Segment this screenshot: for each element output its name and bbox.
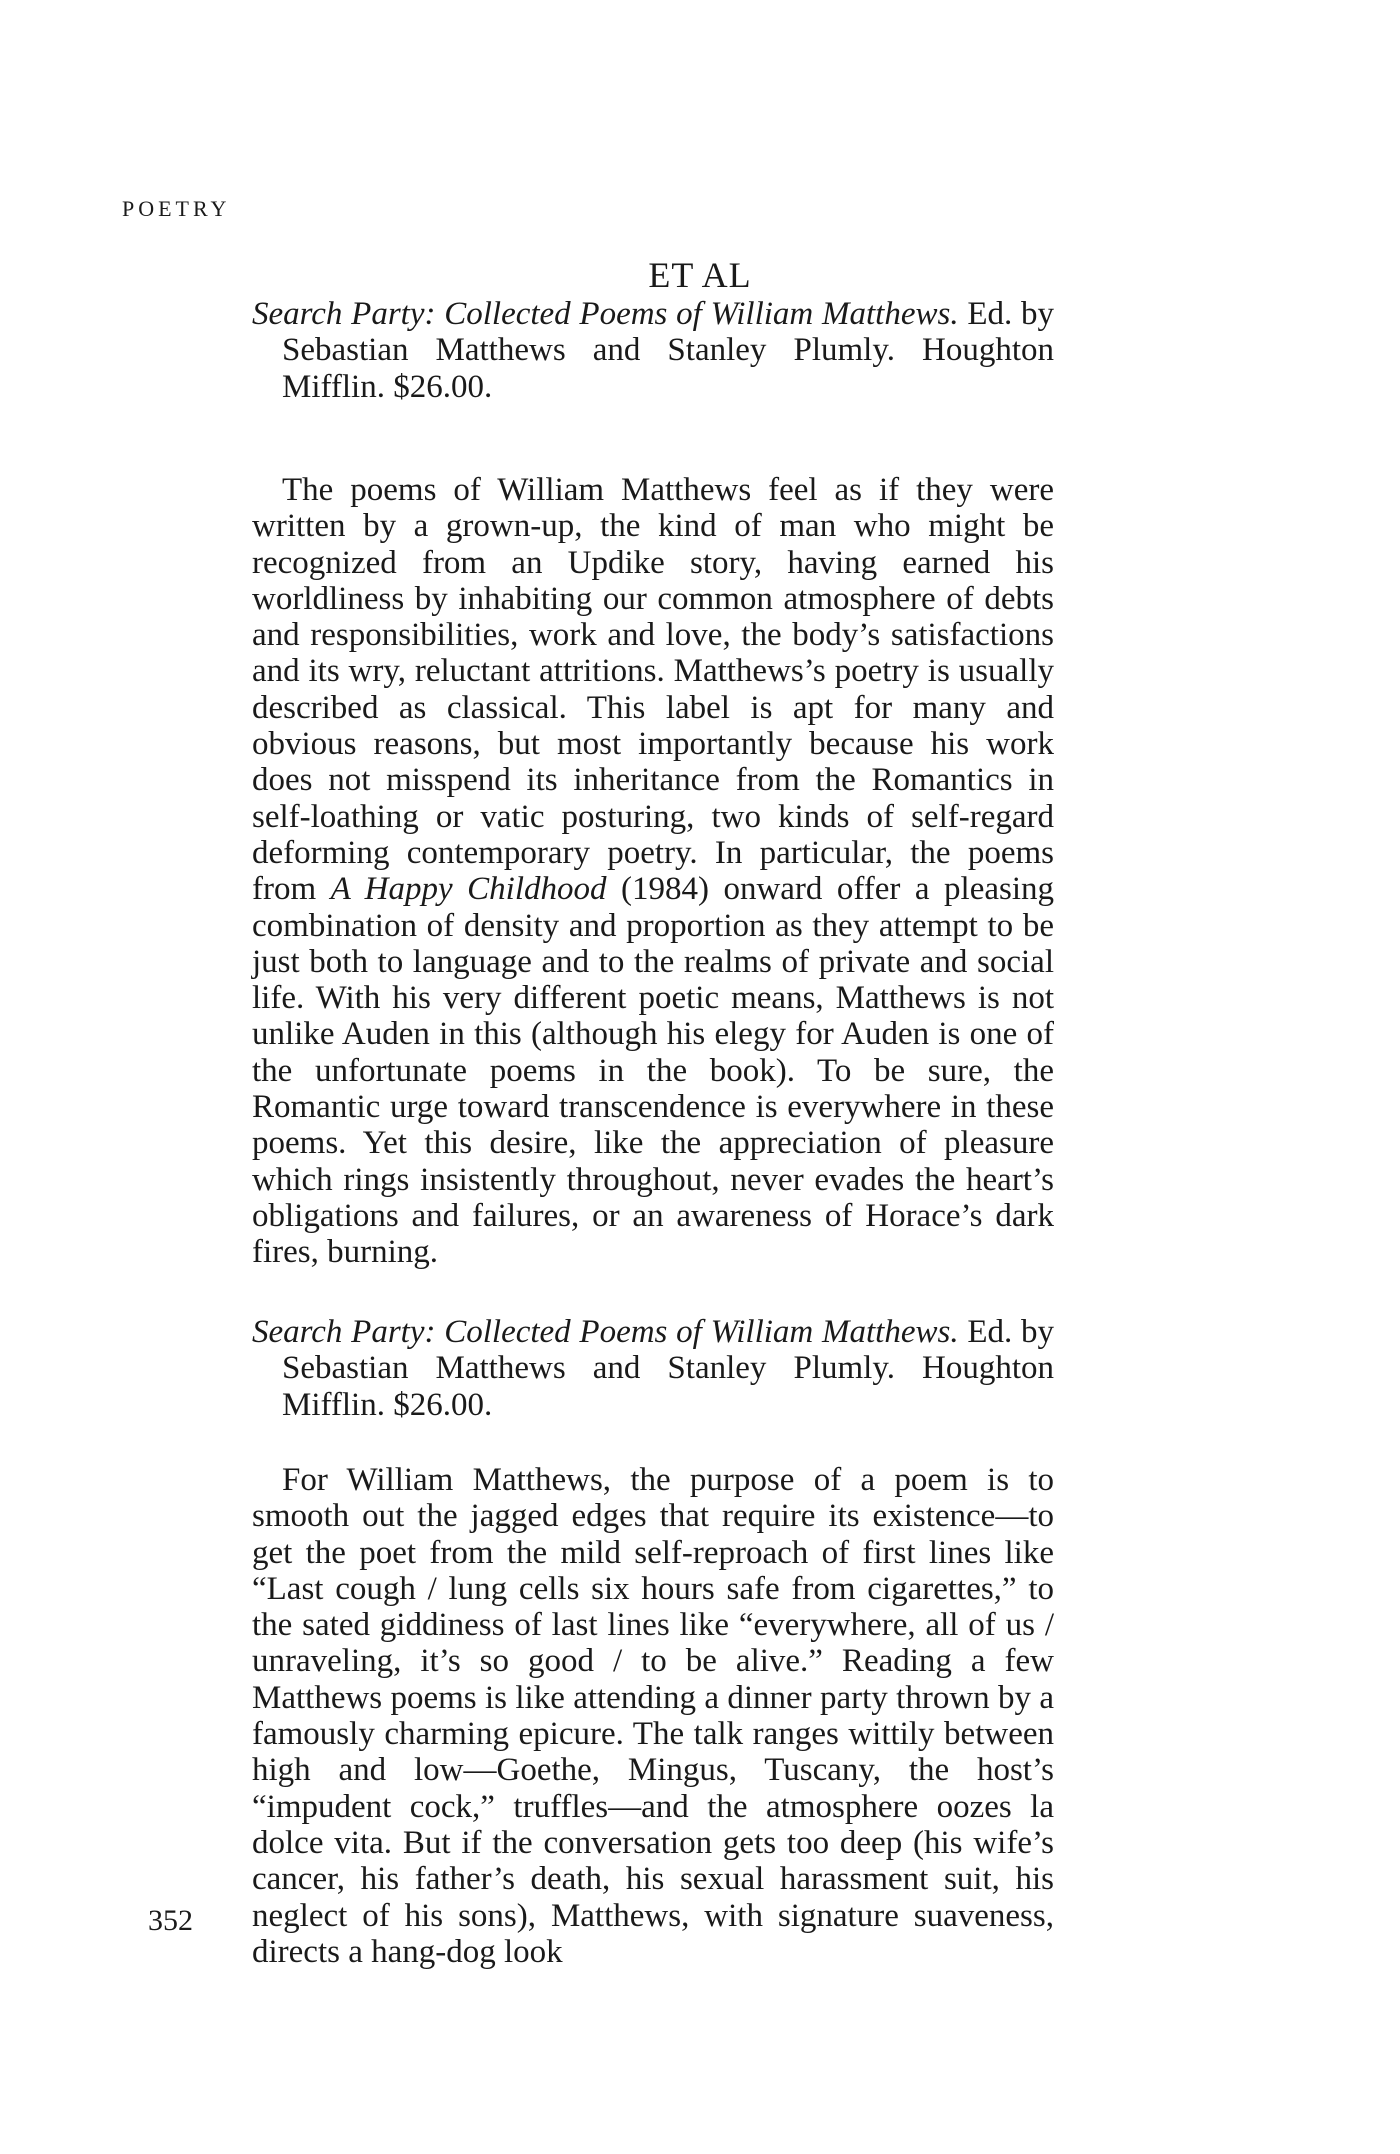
publication-details: Ed. by Sebastian Matthews and Stanley Plumly. Houghton Mifflin. $26.00.	[282, 296, 1054, 405]
section-title: ET AL	[648, 255, 752, 295]
review-2-body	[252, 1462, 1054, 1970]
italic-book-title: A Happy Childhood	[330, 871, 607, 908]
citation-text	[252, 1314, 1054, 1423]
page-number: 352	[148, 1904, 193, 1937]
running-head: POETRY	[122, 196, 231, 221]
book-title: Search Party: Collected Poems of William Matthews.	[252, 1314, 959, 1350]
review-2-citation	[252, 1314, 1054, 1423]
paragraph-text: The poems of William Matthews feel as if they were written by a grown-up, the kind of man who might be recognized from an Updike story, having earned his worldliness by inhabiting our common atmosphere of debts and responsibilities, work and love, the body’s satisfactions and its wry, reluctant attritions. Matthews’s poetry is usually described as classical. This label is apt for many and obvious reasons, but most importantly because his work does not misspend its inheritance from the Romantics in self-loathing or vatic posturing, two kinds of self-regard deforming contemporary poetry. In particular, the poems from	[252, 472, 1054, 908]
review-1-body	[252, 472, 1054, 1271]
paragraph-text-continued: (1984) onward offer a pleasing combination of density and proportion as they attempt to be just both to language and to the realms of private and social life. With his very different poetic means, Matthews is not unlike Auden in this (although his elegy for Auden is one of the unfortunate poems in the book). To be sure, the Romantic urge toward transcendence is everywhere in these poems. Yet this desire, like the appreciation of pleasure which rings insistently throughout, never evades the heart’s obligations and failures, or an awareness of Horace’s dark fires, burning.	[252, 871, 1054, 1271]
citation-text	[252, 296, 1054, 405]
review-1-citation	[252, 296, 1054, 405]
publication-details: Ed. by Sebastian Matthews and Stanley Plumly. Houghton Mifflin. $26.00.	[282, 1314, 1054, 1423]
book-title: Search Party: Collected Poems of William Matthews.	[252, 296, 959, 332]
review-paragraph: For William Matthews, the purpose of a poem is to smooth out the jagged edges that require its existence—to get the poet from the mild self-reproach of first lines like “Last cough / lung cells six hours safe from cigarettes,” to the sated giddiness of last lines like “everywhere, all of us / unraveling, it’s so good / to be alive.” Reading a few Matthews poems is like attending a dinner party thrown by a famously charming epicure. The talk ranges wittily between high and low—Goethe, Mingus, Tuscany, the host’s “impudent cock,” truffles—and the atmosphere oozes la dolce vita. But if the conversation gets too deep (his wife’s cancer, his father’s death, his sexual harassment suit, his neglect of his sons), Matthews, with signature suaveness, directs a hang-dog look	[252, 1462, 1054, 1970]
review-paragraph	[252, 472, 1054, 1271]
